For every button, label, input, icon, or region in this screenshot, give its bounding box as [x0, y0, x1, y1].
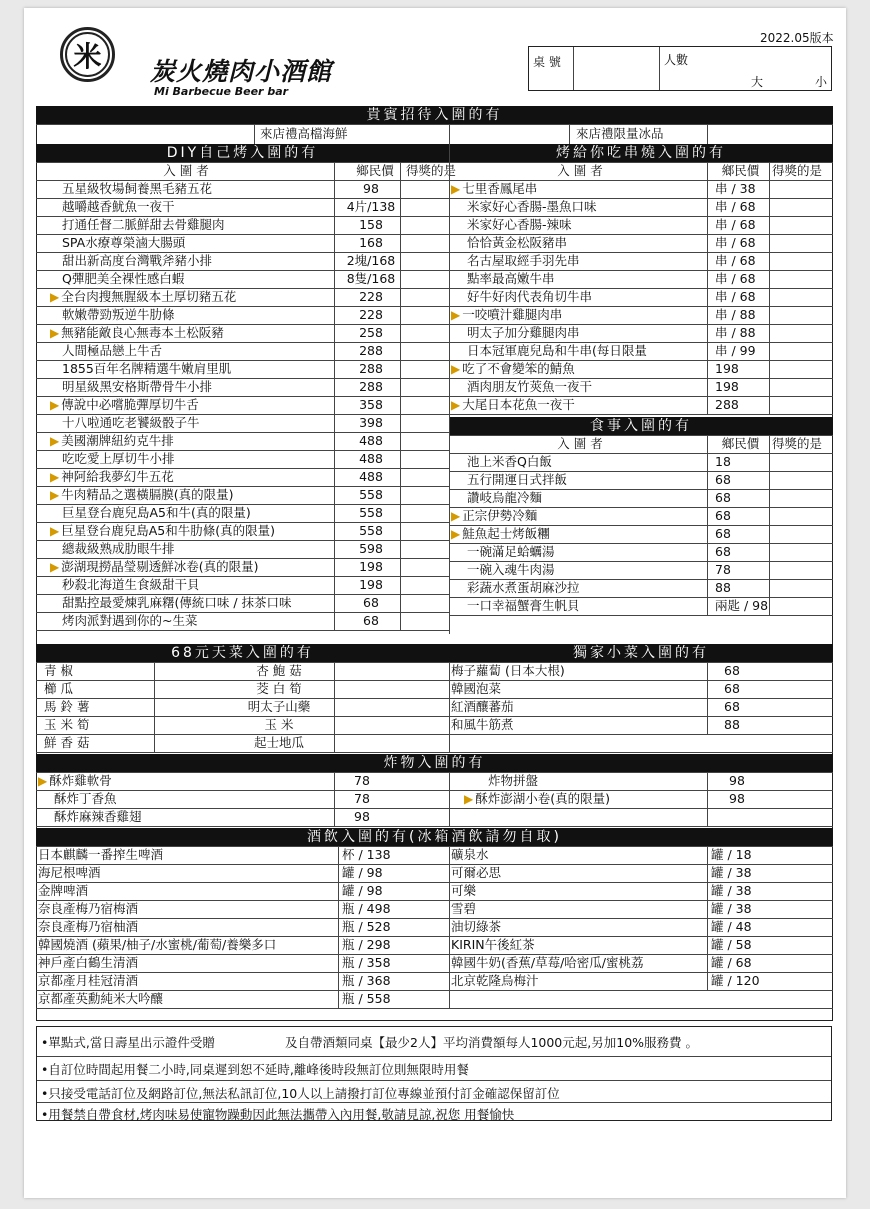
restaurant-name-en: Mi Barbecue Beer bar — [154, 85, 289, 98]
vip-title: 貴賓招待入圍的有 — [36, 106, 833, 124]
logo-char: 米 — [65, 32, 110, 77]
fried-item-price: 78 — [354, 773, 370, 788]
item-name: 酥炸澎湖小卷(真的限量) — [475, 791, 610, 806]
skewer-col-name: 入 圍 者 — [557, 163, 603, 178]
diy-item-price: 168 — [359, 235, 383, 250]
diy-item-name — [50, 612, 350, 630]
item-name: 甜出新高度台灣戰斧豬小排 — [62, 253, 213, 268]
diy-item-name — [50, 576, 350, 594]
item-name: 點率最高嫩牛串 — [467, 271, 555, 286]
order-info-box — [528, 46, 832, 91]
thumbs-up-icon: ▶ — [451, 527, 461, 541]
skewer-item-name — [451, 252, 709, 270]
meal-item-name — [451, 489, 709, 507]
drink-item-price: 瓶 / 498 — [342, 901, 391, 916]
skewer-col-price: 鄉民價 — [721, 163, 760, 178]
item-name: 澎湖現撈晶瑩剔透鮮冰卷(真的限量) — [61, 559, 259, 574]
item-name: 傳說中必嚐脆彈厚切牛舌 — [61, 397, 199, 412]
diy-item-name — [50, 414, 350, 432]
diy-item-name — [50, 594, 350, 612]
thumbs-up-icon: ▶ — [50, 560, 60, 574]
item-name: 甜點控最愛煉乳麻糬(傳統口味 / 抹茶口味 — [62, 595, 292, 610]
meal-item-price: 68 — [715, 526, 731, 541]
item-name: 一碗入魂牛肉湯 — [467, 562, 555, 577]
item-name: 一口幸福蟹膏生帆貝 — [467, 598, 580, 613]
item-name: 日本冠軍鹿兒島和牛串(每日限量 — [467, 343, 647, 358]
diy-item-price: 2塊/168 — [346, 253, 396, 268]
diy-item-name — [50, 252, 350, 270]
drink-item-price: 罐 / 18 — [711, 847, 752, 862]
item-name: 七里香鳳尾串 — [462, 181, 538, 196]
drink-item-price: 瓶 / 358 — [342, 955, 391, 970]
drink-item-name: 韓國燒酒 (蘋果/柚子/水蜜桃/葡萄/養樂多口 — [38, 937, 277, 952]
fried-item-name — [464, 790, 714, 808]
drink-item-price: 罐 / 68 — [711, 955, 752, 970]
skewer-item-price: 串 / 68 — [715, 271, 756, 286]
item-name: 酥炸麻辣香雞翅 — [54, 809, 142, 824]
diy-item-name — [50, 180, 350, 198]
diy-item-price: 4片/138 — [346, 199, 396, 214]
diy-item-name — [50, 306, 350, 324]
diy-col-price: 鄉民價 — [356, 163, 394, 178]
meal-item-name — [451, 453, 709, 471]
item-name: 酒肉朋友竹莢魚一夜干 — [467, 379, 593, 394]
note-1a: •單點式,當日壽星出示證件受贈 — [41, 1035, 215, 1050]
diy-item-price: 488 — [359, 469, 383, 484]
item-name: 秒殺北海道生食級甜干貝 — [62, 577, 200, 592]
skewer-item-price: 288 — [715, 397, 739, 412]
item-name: 五行開運日式拌飯 — [467, 472, 568, 487]
item-name: 巨星登台鹿兒島A5和牛肋條(真的限量) — [61, 523, 275, 538]
drink-item-name: 可樂 — [451, 883, 477, 898]
drink-item-price: 罐 / 98 — [342, 865, 383, 880]
side-item-name: 和風牛筋煮 — [451, 717, 514, 732]
fried-item-name — [38, 772, 328, 790]
drink-item-price: 罐 / 120 — [711, 973, 760, 988]
child-label: 小 — [815, 75, 828, 89]
thumbs-up-icon: ▶ — [451, 398, 461, 412]
drink-item-name: KIRIN午後紅茶 — [451, 937, 535, 952]
diy-item-price: 288 — [359, 343, 383, 358]
drink-item-price: 瓶 / 528 — [342, 919, 391, 934]
meal-item-price: 兩匙 / 98 — [715, 598, 769, 613]
item-name: 牛肉精品之選橫膈膜(真的限量) — [61, 487, 234, 502]
item-name: 炸物拼盤 — [488, 773, 539, 788]
drink-item-name: 奈良產梅乃宿柚酒 — [38, 919, 139, 934]
meal-item-price: 78 — [715, 562, 731, 577]
diy-item-price: 558 — [359, 523, 383, 538]
thumbs-up-icon: ▶ — [50, 398, 60, 412]
skewer-item-name — [451, 306, 709, 324]
meal-item-name — [451, 579, 709, 597]
item-name: 1855百年名牌精選牛嫩肩里肌 — [62, 361, 232, 376]
side-item-name: 梅子蘿蔔 (日本大根) — [451, 663, 565, 678]
note-4: •用餐禁自帶食材,烤肉味易使寵物躁動因此無法攜帶入內用餐,敬請見諒,祝您 用餐愉快 — [41, 1107, 515, 1122]
diy-item-name — [38, 522, 338, 540]
thumbs-up-icon: ▶ — [50, 326, 60, 340]
note-3: •只接受電話訂位及網路訂位,無法私訊訂位,10人以上請撥打訂位專線並預付訂金確認保留訂位 — [41, 1086, 560, 1101]
fried-item-name — [464, 772, 714, 790]
diy-item-name — [50, 540, 350, 558]
drink-item-name: 可爾必思 — [451, 865, 502, 880]
notes-box — [36, 1026, 832, 1121]
diy-item-price: 158 — [359, 217, 383, 232]
diy-item-name — [50, 342, 350, 360]
item-name: 好牛好肉代表角切牛串 — [467, 289, 593, 304]
drink-item-price: 罐 / 58 — [711, 937, 752, 952]
diy-col-award: 得獎的是 — [406, 163, 456, 178]
item-name: 無豬能敵良心無毒本土松阪豬 — [61, 325, 224, 340]
diy-item-price: 358 — [359, 397, 383, 412]
item-name: 池上米香Q白飯 — [467, 454, 552, 469]
side-item-name: 紅酒釀蕃茄 — [451, 699, 514, 714]
drink-item-name: 金牌啤酒 — [38, 883, 89, 898]
diy-item-price: 228 — [359, 289, 383, 304]
meal-item-price: 18 — [715, 454, 731, 469]
diy-item-price: 228 — [359, 307, 383, 322]
veg-right-item: 茭 白 筍 — [256, 681, 302, 696]
skewer-item-price: 串 / 68 — [715, 217, 756, 232]
item-name: 巨星登台鹿兒島A5和牛(真的限量) — [62, 505, 251, 520]
veg-right-item: 杏 鮑 菇 — [256, 663, 302, 678]
drink-item-name: 奈良產梅乃宿梅酒 — [38, 901, 139, 916]
drink-item-name: 神戶產白鶴生清酒 — [38, 955, 139, 970]
diy-item-name — [38, 288, 338, 306]
drink-item-name: 雪碧 — [451, 901, 477, 916]
meal-col-award: 得獎的是 — [772, 436, 823, 451]
diy-item-price: 68 — [363, 613, 379, 628]
meal-item-price: 68 — [715, 472, 731, 487]
people-label: 人數 — [664, 53, 689, 67]
drinks-title: 酒飲入圍的有(冰箱酒飲請勿自取) — [36, 828, 833, 846]
skewer-item-name — [451, 288, 709, 306]
diy-item-price: 488 — [359, 451, 383, 466]
meal-item-name — [451, 471, 709, 489]
skewer-item-name — [451, 216, 709, 234]
diy-item-name — [50, 504, 350, 522]
diy-item-price: 558 — [359, 487, 383, 502]
skewer-title: 烤給你吃串燒入圍的有 — [449, 144, 833, 162]
meal-col-name: 入 圍 者 — [557, 436, 603, 451]
menu-sheet — [24, 8, 846, 1198]
meal-item-name — [451, 597, 709, 615]
item-name: 一碗滿足蛤蠣湯 — [467, 544, 555, 559]
skewer-item-price: 串 / 99 — [715, 343, 756, 358]
diy-item-price: 598 — [359, 541, 383, 556]
item-name: 明星級黑安格斯帶骨牛小排 — [62, 379, 213, 394]
skewer-item-name — [451, 234, 709, 252]
diy-item-name — [38, 558, 338, 576]
drink-item-price: 罐 / 48 — [711, 919, 752, 934]
diy-item-name — [50, 360, 350, 378]
diy-item-price: 98 — [363, 181, 379, 196]
skewer-item-name — [451, 180, 709, 198]
note-2: •自訂位時間起用餐二小時,同桌遲到恕不延時,離峰後時段無訂位則無限時用餐 — [41, 1062, 469, 1077]
skewer-item-name — [451, 360, 709, 378]
diy-item-price: 398 — [359, 415, 383, 430]
drink-item-price: 罐 / 38 — [711, 901, 752, 916]
item-name: 吃了不會變笨的鯖魚 — [462, 361, 575, 376]
meal-item-price: 68 — [715, 544, 731, 559]
item-name: 總裁級熟成肋眼牛排 — [62, 541, 175, 556]
drink-item-price: 瓶 / 368 — [342, 973, 391, 988]
diy-item-price: 258 — [359, 325, 383, 340]
thumbs-up-icon: ▶ — [451, 182, 461, 196]
drink-item-price: 瓶 / 558 — [342, 991, 391, 1006]
meal-item-price: 68 — [715, 508, 731, 523]
diy-item-price: 488 — [359, 433, 383, 448]
item-name: Q彈肥美全裸性感白蝦 — [62, 271, 185, 286]
item-name: 明太子加分雞腿肉串 — [467, 325, 580, 340]
table-no-label: 桌 號 — [533, 55, 561, 69]
meal-title: 食事入圍的有 — [449, 417, 833, 435]
fried-item-price: 98 — [729, 791, 745, 806]
drink-item-price: 杯 / 138 — [342, 847, 391, 862]
note-1b: 及自帶酒類同桌【最少2人】平均消費額每人1000元起,另加10%服務費 。 — [285, 1035, 698, 1050]
fried-item-name — [38, 808, 328, 826]
diy-item-name — [38, 432, 338, 450]
meal-item-name — [451, 543, 709, 561]
skewer-item-price: 串 / 68 — [715, 235, 756, 250]
diy-item-name — [50, 270, 350, 288]
side-item-name: 韓國泡菜 — [451, 681, 502, 696]
skewer-col-award: 得獎的是 — [772, 163, 823, 178]
diy-col-name: 入 圍 者 — [163, 163, 209, 178]
drink-item-name: 北京乾隆烏梅汁 — [451, 973, 539, 988]
item-name: 酥炸丁香魚 — [54, 791, 117, 806]
meal-item-name — [451, 525, 709, 543]
veg-right-item: 起士地瓜 — [253, 735, 304, 750]
diy-item-price: 198 — [359, 559, 383, 574]
drink-item-name: 京都產月桂冠清酒 — [38, 973, 139, 988]
meal-item-price: 88 — [715, 580, 731, 595]
thumbs-up-icon: ▶ — [50, 434, 60, 448]
skewer-item-name — [451, 324, 709, 342]
skewer-item-price: 串 / 88 — [715, 307, 756, 322]
veg-right-item: 明太子山藥 — [247, 699, 311, 714]
drink-item-name: 海尼根啤酒 — [38, 865, 101, 880]
item-name: 恰恰黃金松阪豬串 — [467, 235, 568, 250]
item-name: 名古屋取經手羽先串 — [467, 253, 580, 268]
diy-item-name — [38, 396, 338, 414]
side-title: 獨家小菜入圍的有 — [449, 644, 833, 662]
diy-item-price: 288 — [359, 379, 383, 394]
item-name: 一咬噴汁雞腿肉串 — [462, 307, 563, 322]
thumbs-up-icon: ▶ — [451, 509, 461, 523]
item-name: SPA水療尊榮滷大腸頭 — [62, 235, 186, 250]
diy-item-name — [50, 198, 350, 216]
item-name: 十八啦通吃老饕級骰子牛 — [62, 415, 200, 430]
item-name: 軟嫩帶勁叛逆牛肋條 — [62, 307, 175, 322]
skewer-item-price: 串 / 68 — [715, 253, 756, 268]
diy-item-price: 558 — [359, 505, 383, 520]
skewer-item-name — [451, 198, 709, 216]
fried-item-price: 98 — [354, 809, 370, 824]
skewer-item-price: 串 / 38 — [715, 181, 756, 196]
thumbs-up-icon: ▶ — [50, 524, 60, 538]
thumbs-up-icon: ▶ — [451, 362, 461, 376]
drink-item-price: 罐 / 38 — [711, 865, 752, 880]
veg-left-item: 櫛 瓜 — [44, 681, 73, 696]
vip-gift-left: 來店禮高檔海鮮 — [260, 126, 348, 141]
item-name: 人間極品戀上牛舌 — [62, 343, 163, 358]
item-name: 吃吃愛上厚切牛小排 — [62, 451, 175, 466]
skewer-item-name — [451, 378, 709, 396]
meal-item-name — [451, 507, 709, 525]
skewer-item-name — [451, 342, 709, 360]
thumbs-up-icon: ▶ — [464, 792, 474, 806]
drink-item-price: 罐 / 38 — [711, 883, 752, 898]
meal-item-price: 68 — [715, 490, 731, 505]
veg-title: 68元天菜入圍的有 — [36, 644, 449, 662]
skewer-item-name — [451, 396, 709, 414]
item-name: 美國潮牌紐約克牛排 — [61, 433, 174, 448]
drink-item-name: 韓國牛奶(香蕉/草莓/哈密瓜/蜜桃荔 — [451, 955, 644, 970]
item-name: 正宗伊勢冷麵 — [462, 508, 538, 523]
item-name: 彩蔬水煮蛋胡麻沙拉 — [467, 580, 580, 595]
drink-item-name: 油切綠茶 — [451, 919, 502, 934]
item-name: 五星級牧場飼養黑毛豬五花 — [62, 181, 213, 196]
drink-item-name: 日本麒麟一番搾生啤酒 — [38, 847, 164, 862]
veg-right-item: 玉 米 — [264, 717, 294, 732]
vip-gift-right: 來店禮限量冰品 — [576, 126, 664, 141]
thumbs-up-icon: ▶ — [50, 470, 60, 484]
adult-label: 大 — [751, 75, 764, 89]
thumbs-up-icon: ▶ — [451, 308, 461, 322]
veg-left-item: 鮮 香 菇 — [44, 735, 90, 750]
drink-item-name: 礦泉水 — [451, 847, 489, 862]
thumbs-up-icon: ▶ — [50, 488, 60, 502]
thumbs-up-icon: ▶ — [50, 290, 60, 304]
item-name: 鮭魚起士烤飯糰 — [462, 526, 550, 541]
diy-title: DIY自己烤入圍的有 — [36, 144, 449, 162]
item-name: 酥炸雞軟骨 — [49, 773, 112, 788]
diy-item-price: 68 — [363, 595, 379, 610]
item-name: 打通任督二脈鮮甜去骨雞腿肉 — [62, 217, 225, 232]
restaurant-name: 炭火燒肉小酒館 — [150, 57, 333, 86]
veg-left-item: 青 椒 — [44, 663, 73, 678]
diy-item-price: 288 — [359, 361, 383, 376]
drink-item-price: 罐 / 98 — [342, 883, 383, 898]
side-item-price: 88 — [724, 717, 740, 732]
diy-item-name — [50, 216, 350, 234]
version-label: 2022.05版本 — [760, 31, 834, 45]
skewer-item-price: 串 / 68 — [715, 199, 756, 214]
diy-item-name — [38, 486, 338, 504]
restaurant-logo — [60, 27, 115, 82]
item-name: 米家好心香腸-辣味 — [467, 217, 572, 232]
item-name: 烤肉派對遇到你的~生菜 — [62, 613, 198, 628]
fried-item-name — [38, 790, 328, 808]
item-name: 全台肉搜無腥級本土厚切豬五花 — [61, 289, 237, 304]
item-name: 讚岐烏龍冷麵 — [467, 490, 543, 505]
item-name: 越嚼越香魷魚一夜干 — [62, 199, 175, 214]
thumbs-up-icon: ▶ — [38, 774, 48, 788]
diy-item-name — [50, 378, 350, 396]
skewer-item-price: 串 / 68 — [715, 289, 756, 304]
veg-left-item: 玉 米 筍 — [44, 717, 90, 732]
diy-item-name — [50, 450, 350, 468]
side-item-price: 68 — [724, 663, 740, 678]
item-name: 大尾日本花魚一夜干 — [462, 397, 575, 412]
fried-title: 炸物入圍的有 — [36, 754, 833, 772]
skewer-item-price: 串 / 88 — [715, 325, 756, 340]
skewer-item-price: 198 — [715, 361, 739, 376]
skewer-item-price: 198 — [715, 379, 739, 394]
diy-item-name — [38, 468, 338, 486]
diy-item-name — [38, 324, 338, 342]
fried-item-price: 78 — [354, 791, 370, 806]
side-item-price: 68 — [724, 681, 740, 696]
diy-item-price: 198 — [359, 577, 383, 592]
meal-col-price: 鄉民價 — [721, 436, 760, 451]
diy-item-price: 8隻/168 — [346, 271, 396, 286]
fried-item-price: 98 — [729, 773, 745, 788]
diy-item-name — [50, 234, 350, 252]
drink-item-price: 瓶 / 298 — [342, 937, 391, 952]
item-name: 米家好心香腸-墨魚口味 — [467, 199, 597, 214]
drink-item-name: 京都產英勳純米大吟釀 — [38, 991, 164, 1006]
side-item-price: 68 — [724, 699, 740, 714]
item-name: 神阿給我夢幻牛五花 — [61, 469, 174, 484]
veg-left-item: 馬 鈴 薯 — [44, 699, 90, 714]
meal-item-name — [451, 561, 709, 579]
skewer-item-name — [451, 270, 709, 288]
